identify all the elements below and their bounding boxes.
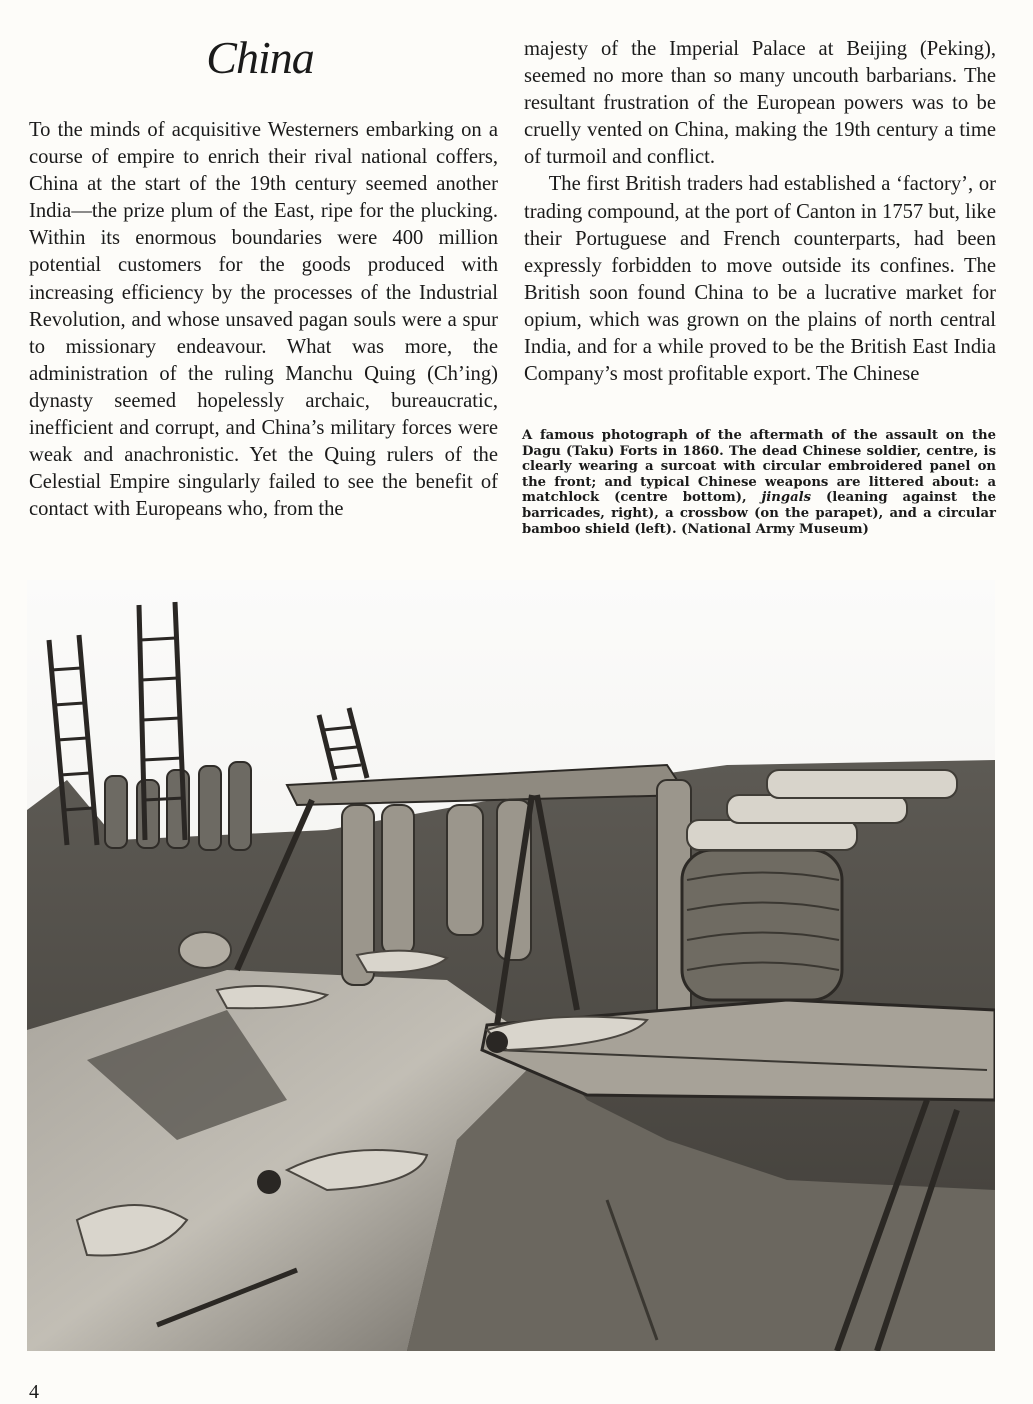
body-paragraph: To the minds of acquisitive Westerners embarking on a course of empire to enrich their rival national coffers, China at the start of the 19th century seemed another India—the prize plum of the East, ripe for the plucking. Within its enormous boundaries were 400 million potential customers for the goods produced with increasing efficiency by the processes of the Industrial Revolution, and whose unsaved pagan souls were a spur to missionary endeavour. What was more, the administration of the ruling Manchu Quing (Ch’ing) dynasty seemed hopelessly archaic, bureaucratic, inefficient and corrupt, and China’s military forces were weak and anachronistic. Yet the Quing rulers of the Celestial Empire singularly failed to see the benefit of contact with Europeans who, from the xyxy=(29,119,498,521)
caption-emphasis: jingals xyxy=(761,490,812,506)
caption-text: A famous photograph of the aftermath of the assault on the Dagu (Taku) Forts in 1860. The dead Chinese soldier, centre, is clearly wearing a surcoat with circular embroidered panel on the front; and typical Chinese weapons are littered about: a matchlock (centre bottom), xyxy=(522,428,996,506)
body-paragraph: The first British traders had established a ‘factory’, or trading compound, at the port of Canton in 1757 but, like their Portuguese and French counterparts, had been expressly forbidden to move outside its confines. The British soon found China to be a lucrative market for opium, which was grown on the plains of north central India, and for a while proved to be the British East India Company’s most profitable export. The Chinese xyxy=(524,173,996,386)
page-number: 4 xyxy=(29,1381,39,1403)
body-paragraph: majesty of the Imperial Palace at Beijing (Peking), seemed no more than so many uncouth barbarians. The resultant frustration of the European powers was to be cruelly vented on China, making the 19th century a time of turmoil and conflict. xyxy=(524,38,996,169)
page-title: China xyxy=(206,32,314,83)
photograph-illustration xyxy=(27,580,995,1351)
caption-text: (leaning against the barricades, right), a crossbow (on the parapet), and a circular bamboo shield (left). (National Army Museum) xyxy=(522,490,996,537)
right-text-column xyxy=(524,36,996,388)
photo-caption xyxy=(522,428,996,537)
historical-photograph xyxy=(27,580,995,1351)
left-text-column xyxy=(29,117,498,523)
